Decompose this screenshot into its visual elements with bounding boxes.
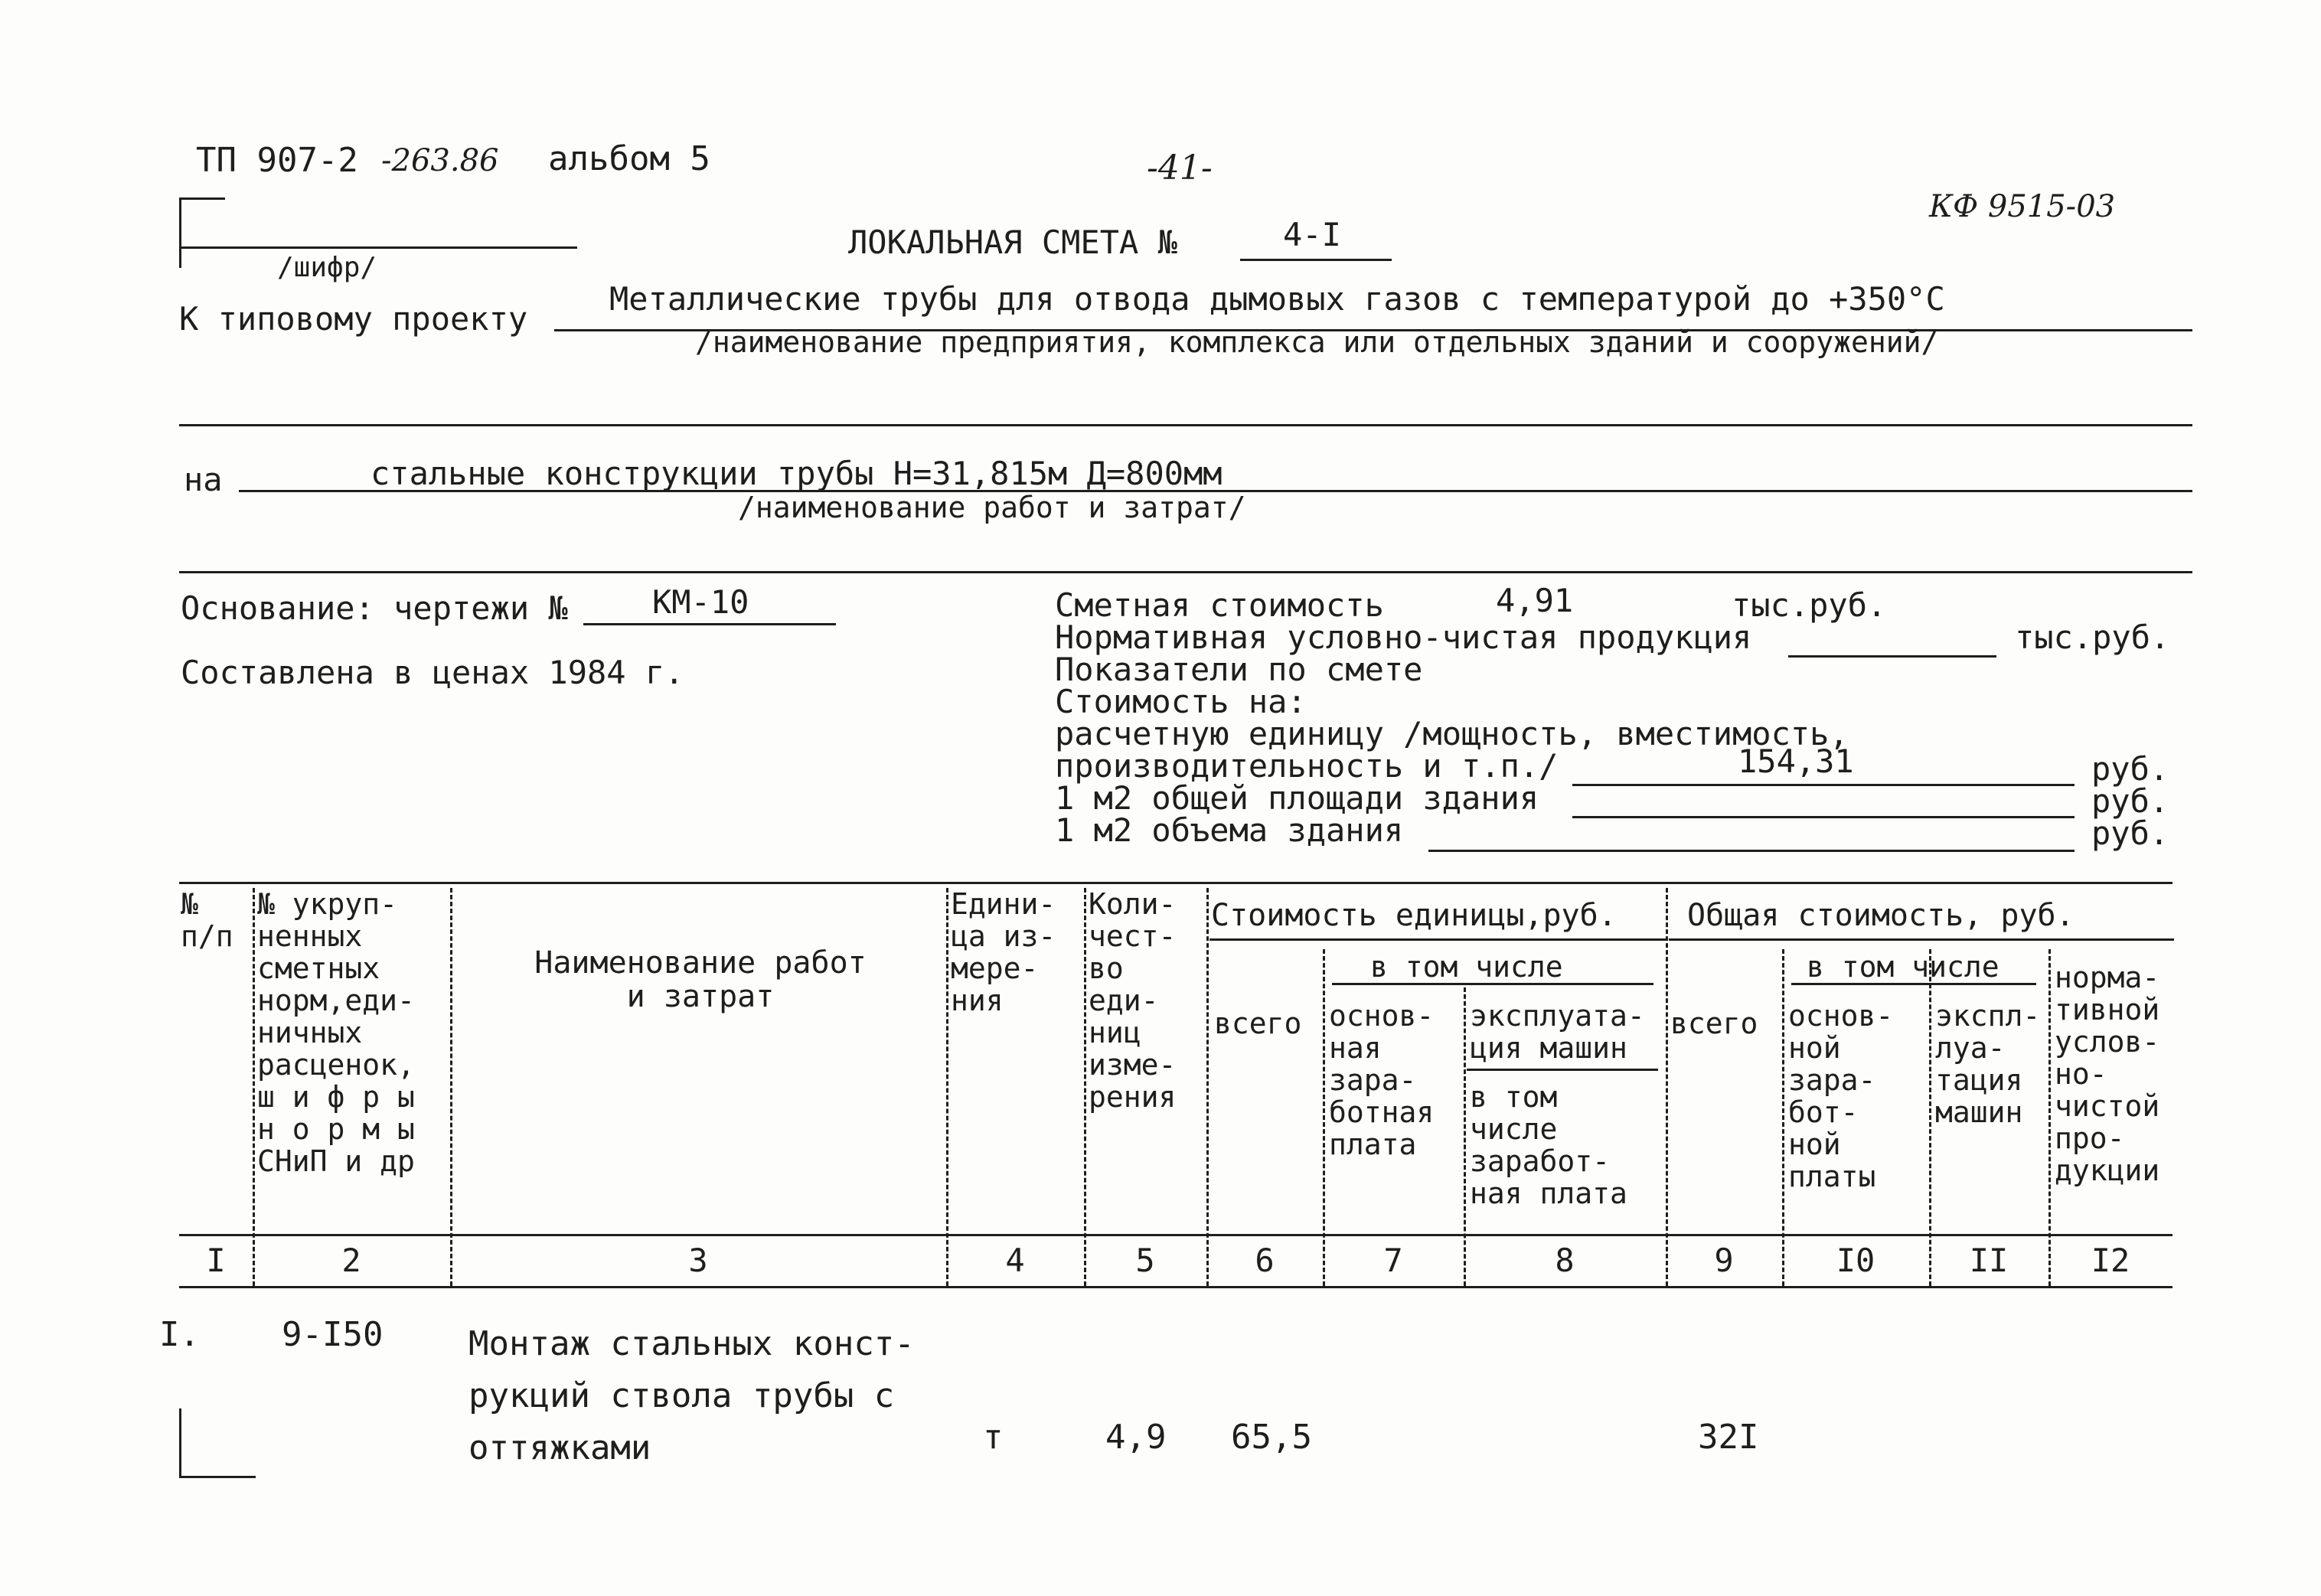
work-label: на <box>184 461 223 498</box>
row-quantity: 4,9 <box>1105 1418 1167 1457</box>
work-caption: /наименование работ и затрат/ <box>738 491 1246 524</box>
table-top-line <box>179 882 2172 884</box>
col-divider-3 <box>946 888 948 1286</box>
normative-line <box>1788 655 1996 658</box>
header-incl2: в том числе <box>1807 950 1999 984</box>
area-line <box>1572 816 2075 818</box>
header-machines-wage: в том числе заработ- ная плата <box>1470 1080 1627 1210</box>
header-total-cost: Общая стоимость, руб. <box>1687 898 2075 933</box>
machines-underline <box>1467 1069 1658 1071</box>
header-unit-cost: Стоимость единицы,руб. <box>1211 898 1617 933</box>
col-number-11: II <box>1969 1242 2009 1279</box>
col-number-8: 8 <box>1555 1242 1575 1279</box>
project-label: К типовому проекту <box>179 300 528 338</box>
col-divider-9 <box>1782 949 1784 1286</box>
col-divider-6 <box>1323 949 1325 1286</box>
estimated-cost-label: Сметная стоимость <box>1055 586 1384 624</box>
estimated-cost-value: 4,91 <box>1496 582 1574 619</box>
prices-label: Составлена в ценах 1984 г. <box>181 654 684 691</box>
col-divider-8 <box>1666 888 1668 1286</box>
header-base-wage: основ- ная зара- ботная плата <box>1329 999 1435 1161</box>
col-divider-11 <box>2048 949 2051 1286</box>
unit-cost-underline <box>1209 938 1666 941</box>
col-number-5: 5 <box>1135 1242 1155 1279</box>
table-header-bottom-line <box>179 1234 2172 1236</box>
indicators-label: Показатели по смете <box>1055 651 1423 688</box>
basis-label: Основание: чертежи № <box>181 589 568 627</box>
table-numbers-line <box>179 1286 2172 1288</box>
cipher-bracket-top <box>179 197 225 200</box>
row-work-name: Монтаж стальных конст- рукций ствола трубы с оттяжками <box>468 1324 915 1467</box>
col-number-4: 4 <box>1005 1242 1025 1279</box>
col-number-2: 2 <box>341 1242 361 1279</box>
cipher-caption: /шифр/ <box>277 252 377 283</box>
col-number-12: I2 <box>2091 1242 2130 1279</box>
archive-code: КФ 9515-03 <box>1929 189 2116 224</box>
basis-drawing: КМ-10 <box>652 583 749 621</box>
col-divider-2 <box>450 888 452 1286</box>
unit-line-2: производительность и т.п./ <box>1055 747 1559 785</box>
col-number-7: 7 <box>1383 1242 1403 1279</box>
header-all: всего <box>1214 1007 1302 1040</box>
row-number: I. <box>159 1315 200 1354</box>
estimate-number: 4-I <box>1283 216 1341 253</box>
volume-line <box>1428 850 2075 852</box>
estimate-number-line <box>1240 259 1392 261</box>
header-quantity: Коли- чест- во еди- ниц изме- рения <box>1089 887 1177 1114</box>
row-unit: т <box>983 1418 1004 1457</box>
project-name: Металлические трубы для отвода дымовых газов с температурой до +350°С <box>609 280 1945 318</box>
series-number: -263.86 <box>381 143 499 178</box>
estimate-title: ЛОКАЛЬНАЯ СМЕТА № <box>848 224 1177 261</box>
volume-label: 1 м2 объема здания <box>1055 811 1404 849</box>
header-all2: всего <box>1670 1007 1758 1040</box>
col-number-3: 3 <box>688 1242 708 1279</box>
volume-rub: руб. <box>2091 814 2169 852</box>
row-total: 32I <box>1698 1418 1759 1457</box>
page-number: -41- <box>1147 149 1213 188</box>
header-row-number: № п/п <box>181 887 233 953</box>
work-line-2 <box>179 571 2192 573</box>
col-divider-5 <box>1206 888 1209 1286</box>
header-incl: в том числе <box>1370 950 1563 984</box>
area-label: 1 м2 общей площади здания <box>1055 779 1539 817</box>
header-unit: Едини- ца из- мере- ния <box>951 887 1056 1017</box>
margin-bracket <box>179 1408 181 1477</box>
cipher-bracket <box>179 197 181 268</box>
normative-unit: тыс.руб. <box>2015 618 2170 656</box>
col-divider-4 <box>1084 888 1086 1286</box>
col-divider-1 <box>253 888 255 1286</box>
col-number-9: 9 <box>1714 1242 1734 1279</box>
basis-line <box>583 623 836 625</box>
work-name: стальные конструкции трубы Н=31,815м Д=800мм <box>371 455 1223 492</box>
unit-cost-value: 154,31 <box>1738 743 1854 780</box>
project-line-2 <box>179 424 2192 426</box>
margin-bracket-bottom <box>179 1476 256 1478</box>
cost-for-label: Стоимость на: <box>1055 683 1307 720</box>
unit-line-1: расчетную единицу /мощность, вместимость, <box>1055 715 1849 752</box>
estimated-cost-unit: тыс.руб. <box>1732 586 1887 624</box>
row-unit-total: 65,5 <box>1231 1418 1312 1457</box>
header-work-name: Наименование работ и затрат <box>534 945 867 1014</box>
project-caption: /наименование предприятия, комплекса или отдельных зданий и сооружений/ <box>695 325 1939 359</box>
header-norm-code: № укруп- ненных сметных норм,еди- ничных расценок, ш и ф р ы н о р м ы СНиП и др <box>257 887 415 1178</box>
header-base-wage2: основ- ной зара- бот- ной платы <box>1788 999 1894 1193</box>
cipher-line <box>179 246 577 249</box>
col-divider-10 <box>1929 949 1931 1286</box>
normative-label: Нормативная условно-чистая продукция <box>1055 618 1752 656</box>
row-norm-code: 9-I50 <box>282 1315 384 1354</box>
series-code: ТП 907-2 <box>196 141 358 180</box>
col-number-1: I <box>206 1242 226 1279</box>
unit-cost-line <box>1572 784 2075 786</box>
header-machines: эксплуата- ция машин <box>1470 999 1645 1065</box>
header-machines2: экспл- луа- тация машин <box>1935 999 2041 1129</box>
header-normative: норма- тивной услов- но- чистой про- дукции <box>2055 961 2160 1187</box>
area-rub: руб. <box>2091 782 2169 820</box>
album-label: альбом 5 <box>548 139 710 178</box>
col-divider-7 <box>1464 987 1466 1286</box>
col-number-6: 6 <box>1255 1242 1275 1279</box>
col-number-10: I0 <box>1836 1242 1875 1279</box>
total-cost-underline <box>1669 938 2174 941</box>
unit-cost-rub: руб. <box>2091 750 2169 788</box>
